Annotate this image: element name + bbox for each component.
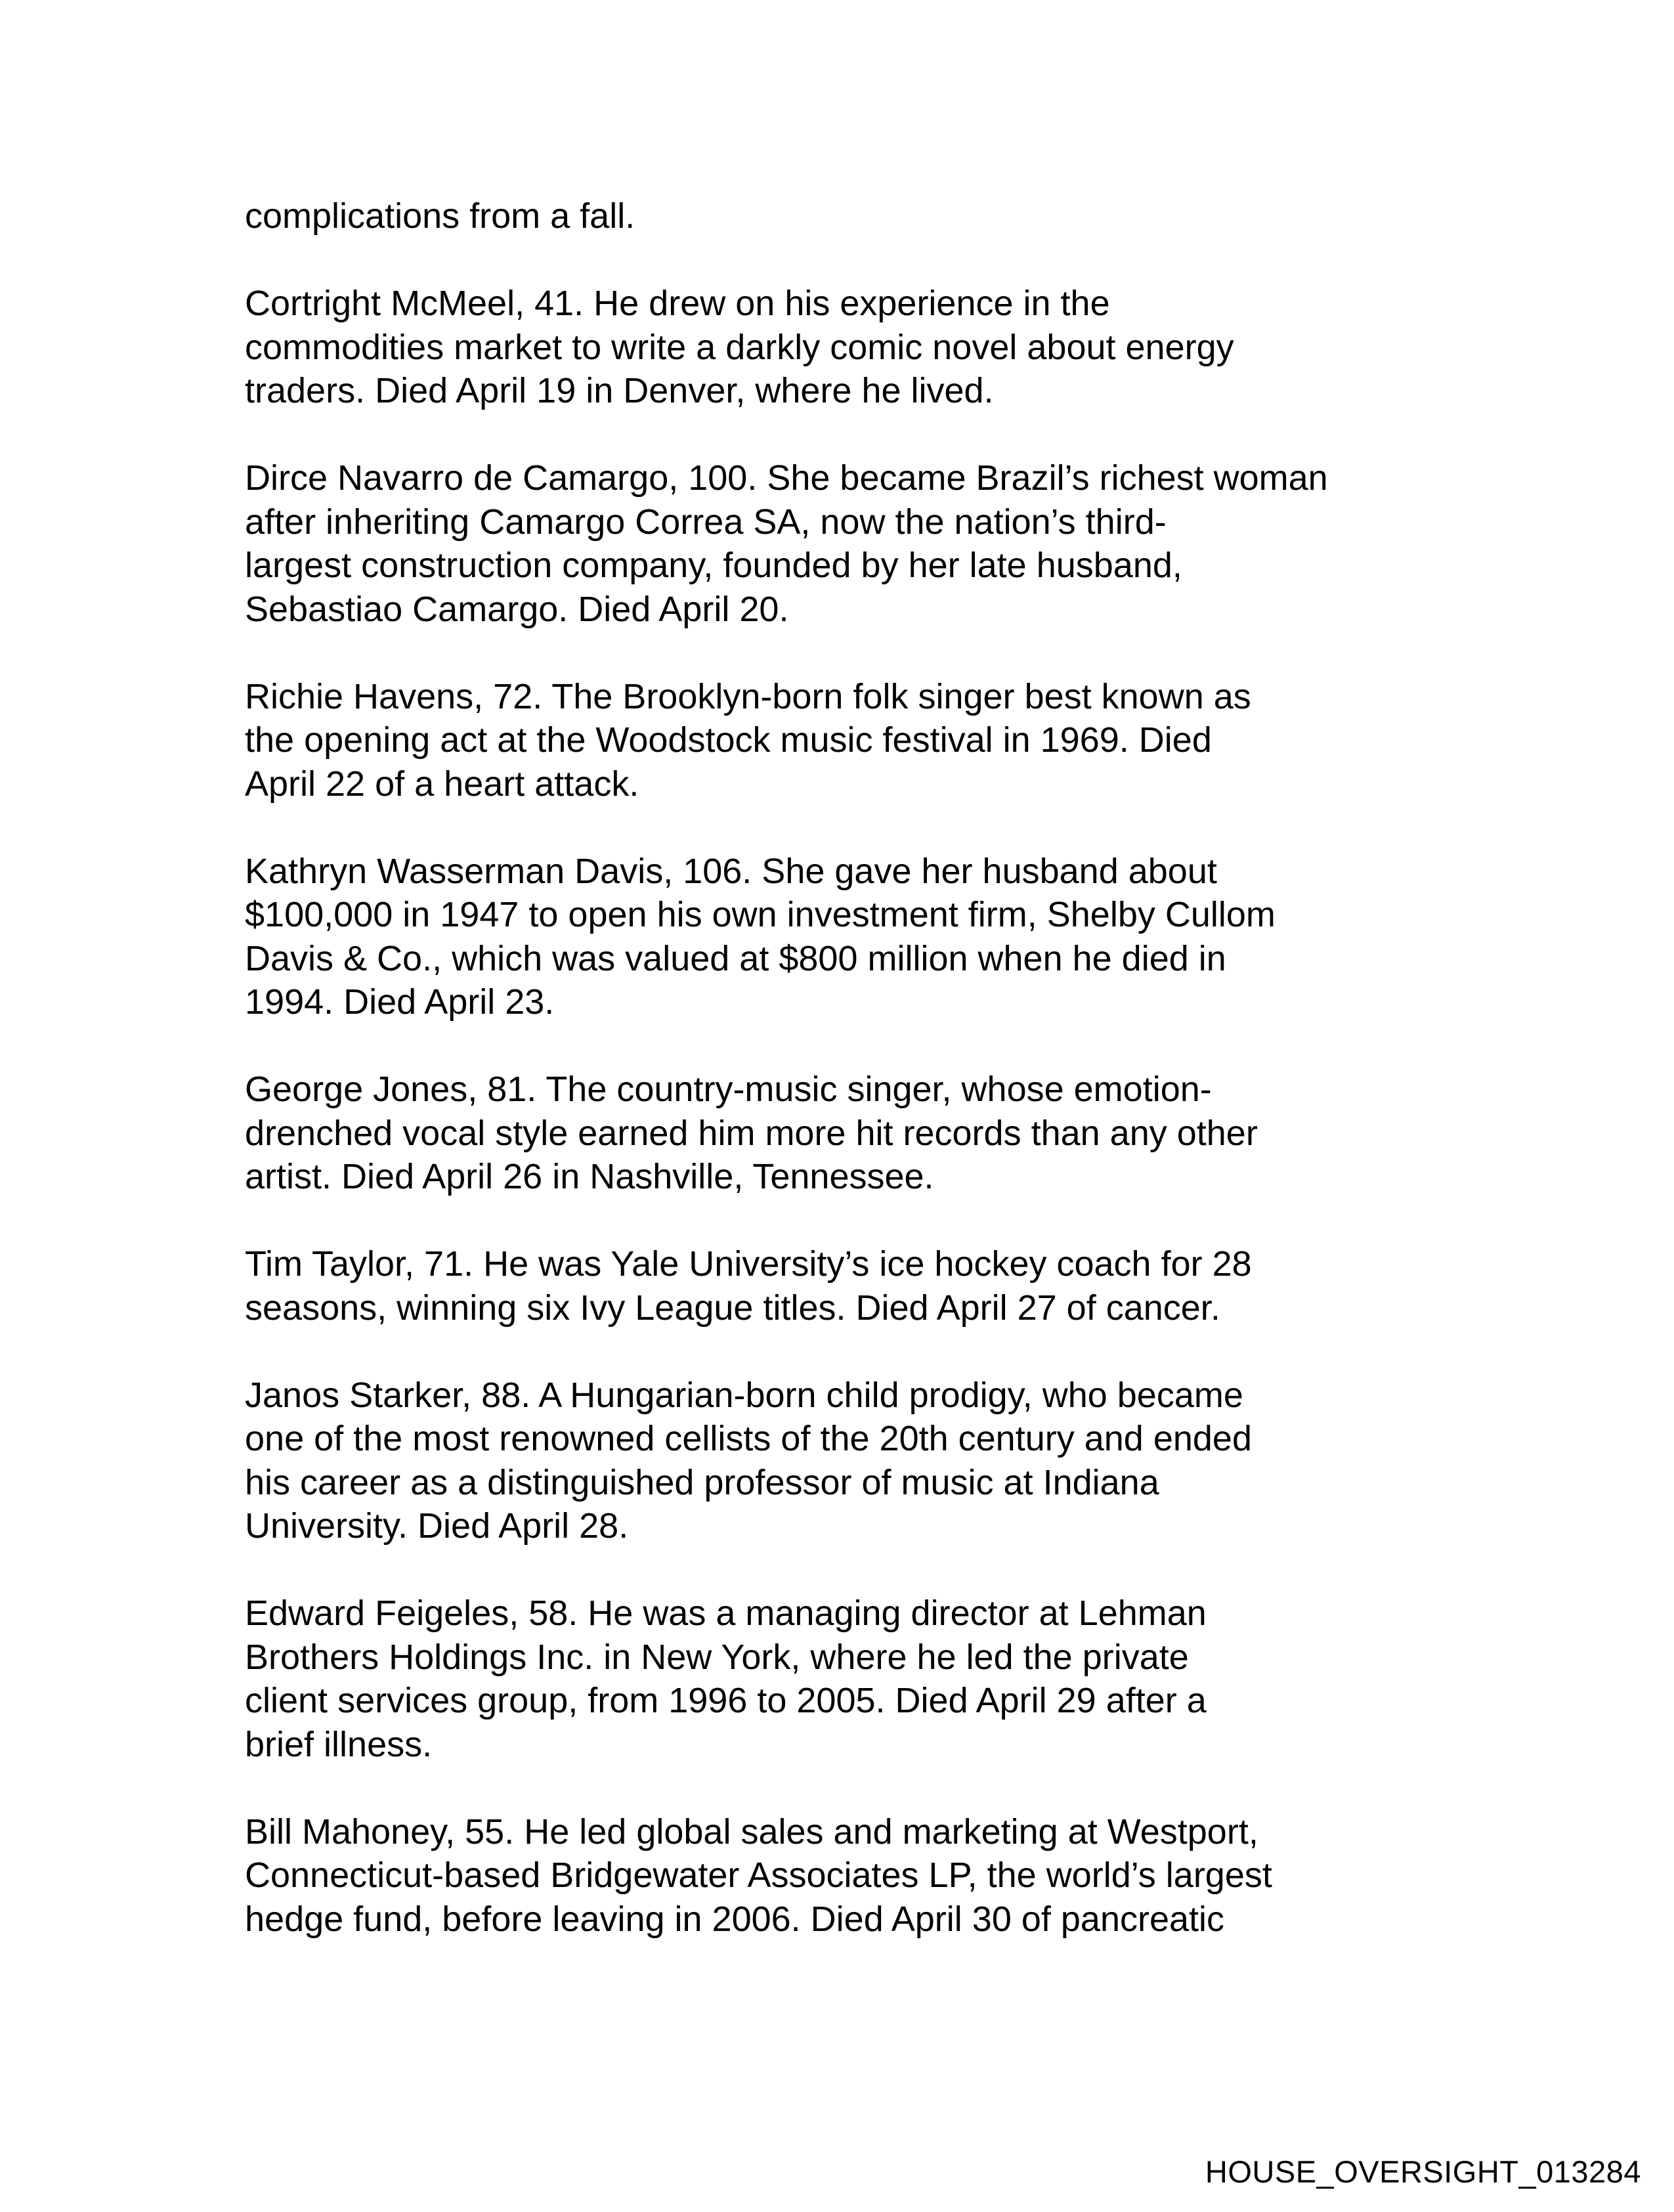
- text-line: University. Died April 28.: [245, 1506, 629, 1546]
- text-line: Dirce Navarro de Camargo, 100. She became Brazil’s richest woman: [245, 458, 1328, 498]
- text-line: after inheriting Camargo Correa SA, now the nation’s third-: [245, 502, 1167, 542]
- text-line: Richie Havens, 72. The Brooklyn-born folk singer best known as: [245, 676, 1251, 716]
- paragraph: [245, 675, 1492, 806]
- text-line: commodities market to write a darkly comic novel about energy: [245, 327, 1234, 367]
- text-line: Davis & Co., which was valued at $800 million when he died in: [245, 938, 1226, 978]
- text-line: Connecticut-based Bridgewater Associates LP, the world’s largest: [245, 1855, 1272, 1895]
- paragraph: [245, 194, 1492, 238]
- text-line: traders. Died April 19 in Denver, where he lived.: [245, 371, 994, 410]
- text-line: George Jones, 81. The country-music singer, whose emotion-: [245, 1070, 1212, 1109]
- document-body: [245, 194, 1492, 1985]
- paragraph: [245, 1374, 1492, 1548]
- text-line: Sebastiao Camargo. Died April 20.: [245, 589, 789, 629]
- text-line: one of the most renowned cellists of the 20th century and ended: [245, 1419, 1252, 1458]
- paragraph: [245, 1068, 1492, 1199]
- text-line: brief illness.: [245, 1724, 433, 1764]
- text-line: Tim Taylor, 71. He was Yale University’s ice hockey coach for 28: [245, 1244, 1252, 1284]
- text-line: Brothers Holdings Inc. in New York, where he led the private: [245, 1637, 1189, 1677]
- text-line: Kathryn Wasserman Davis, 106. She gave her husband about: [245, 851, 1217, 891]
- paragraph: [245, 850, 1492, 1024]
- paragraph: [245, 282, 1492, 413]
- text-line: 1994. Died April 23.: [245, 982, 555, 1022]
- paragraph: [245, 1810, 1492, 1941]
- paragraph: [245, 1592, 1492, 1766]
- text-line: largest construction company, founded by her late husband,: [245, 546, 1182, 585]
- text-line: Cortright McMeel, 41. He drew on his experience in the: [245, 284, 1110, 323]
- text-line: artist. Died April 26 in Nashville, Tennessee.: [245, 1157, 934, 1196]
- text-line: drenched vocal style earned him more hit records than any other: [245, 1113, 1258, 1153]
- text-line: his career as a distinguished professor of music at Indiana: [245, 1462, 1159, 1502]
- text-line: the opening act at the Woodstock music festival in 1969. Died: [245, 720, 1212, 760]
- paragraph: [245, 1242, 1492, 1330]
- text-line: hedge fund, before leaving in 2006. Died April 30 of pancreatic: [245, 1899, 1225, 1939]
- text-line: $100,000 in 1947 to open his own investment firm, Shelby Cullom: [245, 895, 1276, 934]
- text-line: seasons, winning six Ivy League titles. Died April 27 of cancer.: [245, 1288, 1220, 1328]
- text-line: complications from a fall.: [245, 196, 635, 236]
- text-line: Bill Mahoney, 55. He led global sales and marketing at Westport,: [245, 1811, 1258, 1852]
- paragraph: [245, 456, 1492, 631]
- text-line: April 22 of a heart attack.: [245, 764, 639, 804]
- text-line: Janos Starker, 88. A Hungarian-born child prodigy, who became: [245, 1375, 1243, 1415]
- document-id-stamp: HOUSE_OVERSIGHT_013284: [1205, 2154, 1641, 2189]
- text-line: Edward Feigeles, 58. He was a managing director at Lehman: [245, 1594, 1207, 1633]
- text-line: client services group, from 1996 to 2005. Died April 29 after a: [245, 1681, 1207, 1720]
